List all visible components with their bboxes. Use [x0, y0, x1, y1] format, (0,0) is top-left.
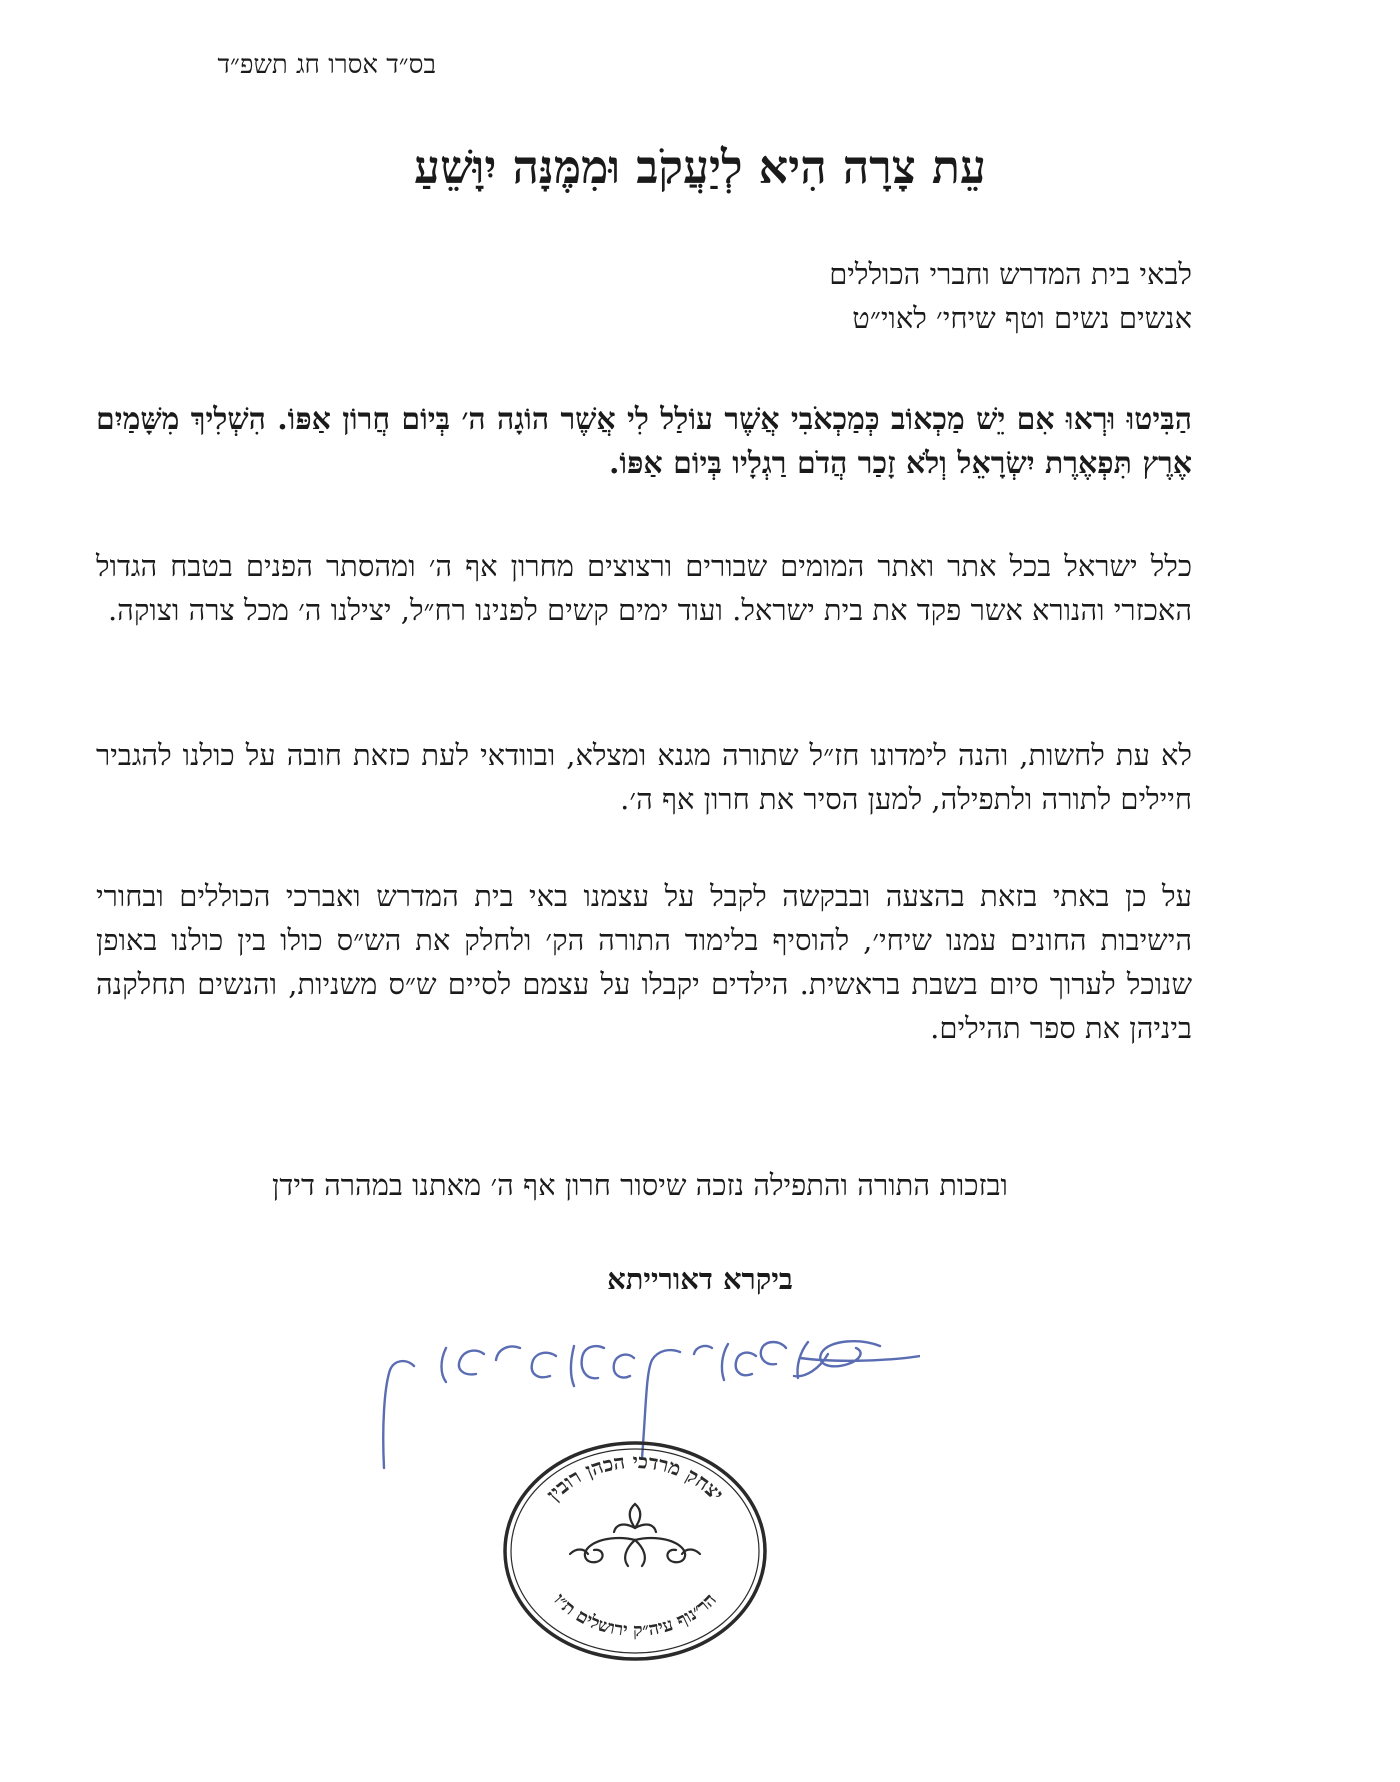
rabbinical-stamp — [500, 1436, 770, 1666]
svg-text:יצחק מרדכי הכהן רובין: יצחק מרדכי הכהן רובין — [541, 1448, 729, 1506]
paragraph-proposal: על כן באתי בזאת בהצעה ובבקשה לקבל על עצמנו באי בית המדרש ואברכי הכוללים ובחורי הישיבות החונים עמנו שיחי׳, להוסיף בלימוד התורה הק׳ ולחלק את הש״ס כולו בין כולנו באופן שנוכל לערוך סיום בשבת בראשית. הילדים יקבלו על עצמם לסיים ש״ס משניות, והנשים תחלקנה ביניהן את ספר תהילים. — [96, 879, 1192, 1045]
closing-line: ובזכות התורה והתפילה נזכה שיסור חרון אף ה׳ מאתנו במהרה דידן — [272, 1168, 1008, 1202]
paragraph-situation: כלל ישראל בכל אתר ואתר המומים שבורים ורצוצים מחרון אף ה׳ ומהסתר הפנים בטבח הגדול האכזרי והנורא אשר פקד את בית ישראל. ועוד ימים קשים לפנינו רח״ל, יצילנו ה׳ מכל צרה וצוקה. — [96, 549, 1192, 627]
dateline: בס״ד אסרו חג תשפ״ד — [217, 50, 436, 80]
letter-title: עֵת צָרָה הִיא לְיַעֲקֹב וּמִמֶּנָּה יִוָּשֵׁעַ — [414, 140, 986, 194]
address-line: לבאי בית המדרש וחברי הכוללים — [829, 257, 1192, 291]
paragraph-lamentation: הַבִּיטוּ וּרְאוּ אִם יֵשׁ מַכְאוֹב כְּמַכְאֹבִי אֲשֶׁר עוֹלַל לִי אֲשֶׁר הוֹגָה ה׳ בְּיוֹם חֲרוֹן אַפּוֹ. הִשְׁלִיךְ מִשָּׁמַיִם אֶרֶץ תִּפְאֶרֶת יִשְׂרָאֵל וְלֹא זָכַר הֲדֹם רַגְלָיו בְּיוֹם אַפּוֹ. — [96, 402, 1192, 481]
address-line: אנשים נשים וטף שיחי׳ לאוי״ט — [852, 301, 1192, 335]
address-block — [492, 252, 1192, 340]
paragraph-call-to-torah: לא עת לחשות, והנה לימדונו חז״ל שתורה מגנא ומצלא, ובוודאי לעת כזאת חובה על כולנו להגביר חיילים לתורה ולתפילה, למען הסיר את חרון אף ה׳. — [96, 738, 1192, 816]
svg-text:הר״נוף עיה״ק ירושלים ת״ו: הר״נוף עיה״ק ירושלים ת״ו — [549, 1589, 721, 1642]
regards-line: ביקרא דאורייתא — [607, 1262, 793, 1296]
